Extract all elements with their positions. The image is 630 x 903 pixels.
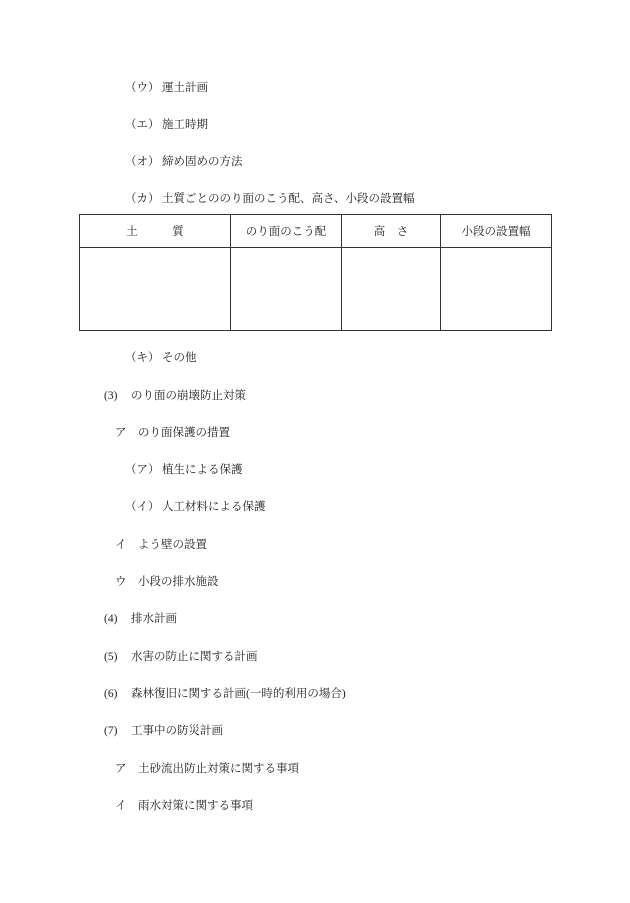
table-cell (342, 248, 441, 331)
subsection-heading (0, 426, 630, 440)
item-marker: （カ） (125, 193, 160, 205)
outline-item (0, 118, 630, 132)
outline-item (0, 155, 630, 169)
item-marker: （エ） (125, 119, 160, 131)
header-slope-gradient: のり面のこう配 (231, 215, 342, 248)
section-title: 工事中の防災計画 (131, 725, 223, 737)
section-heading (0, 650, 630, 664)
item-marker: ウ (115, 576, 127, 588)
outline-item (0, 351, 630, 365)
item-marker: イ (115, 539, 127, 551)
item-text: 運土計画 (162, 82, 208, 94)
section-number: (6) (104, 688, 118, 700)
section-number: (5) (104, 651, 118, 663)
item-text: 土質ごとののり面のこう配、高さ、小段の設置幅 (162, 193, 415, 205)
section-title: 水害の防止に関する計画 (131, 651, 258, 663)
section-heading (0, 724, 630, 738)
table-cell (441, 248, 552, 331)
table-cell (231, 248, 342, 331)
item-text: 人工材料による保護 (162, 501, 266, 513)
section-title: 森林復旧に関する計画(一時的利用の場合) (131, 688, 346, 700)
item-marker: （イ） (125, 501, 160, 513)
subsection-heading (0, 538, 630, 552)
item-text: 施工時期 (162, 119, 208, 131)
item-marker: （オ） (125, 156, 160, 168)
section-number: (3) (104, 390, 118, 402)
table-row (80, 248, 552, 331)
outline-item (0, 500, 630, 514)
section-heading (0, 389, 630, 403)
section-number: (7) (104, 725, 118, 737)
table-header-row (80, 215, 552, 248)
item-text: 小段の排水施設 (138, 576, 219, 588)
outline-item (0, 463, 630, 477)
section-title: 排水計画 (131, 613, 177, 625)
subsection-heading (0, 575, 630, 589)
header-height: 高 さ (342, 215, 441, 248)
outline-item (0, 192, 630, 206)
section-heading (0, 687, 630, 701)
subsection-heading (0, 762, 630, 776)
item-text: 締め固めの方法 (162, 156, 243, 168)
item-marker: （ア） (125, 464, 160, 476)
header-soil: 土 質 (80, 215, 231, 248)
item-marker: （キ） (125, 352, 160, 364)
header-berm-width: 小段の設置幅 (441, 215, 552, 248)
table-cell (80, 248, 231, 331)
item-marker: （ウ） (125, 82, 160, 94)
soil-slope-table (79, 214, 552, 331)
outline-item (0, 81, 630, 95)
section-number: (4) (104, 613, 118, 625)
item-text: 植生による保護 (162, 464, 243, 476)
item-marker: ア (115, 763, 127, 775)
section-heading (0, 612, 630, 626)
item-text: 雨水対策に関する事項 (138, 800, 253, 812)
item-text: のり面保護の措置 (138, 427, 230, 439)
item-text: その他 (162, 352, 197, 364)
item-text: よう壁の設置 (138, 539, 207, 551)
item-text: 土砂流出防止対策に関する事項 (138, 763, 299, 775)
section-title: のり面の崩壊防止対策 (131, 390, 246, 402)
item-marker: ア (115, 427, 127, 439)
item-marker: イ (115, 800, 127, 812)
subsection-heading (0, 799, 630, 813)
